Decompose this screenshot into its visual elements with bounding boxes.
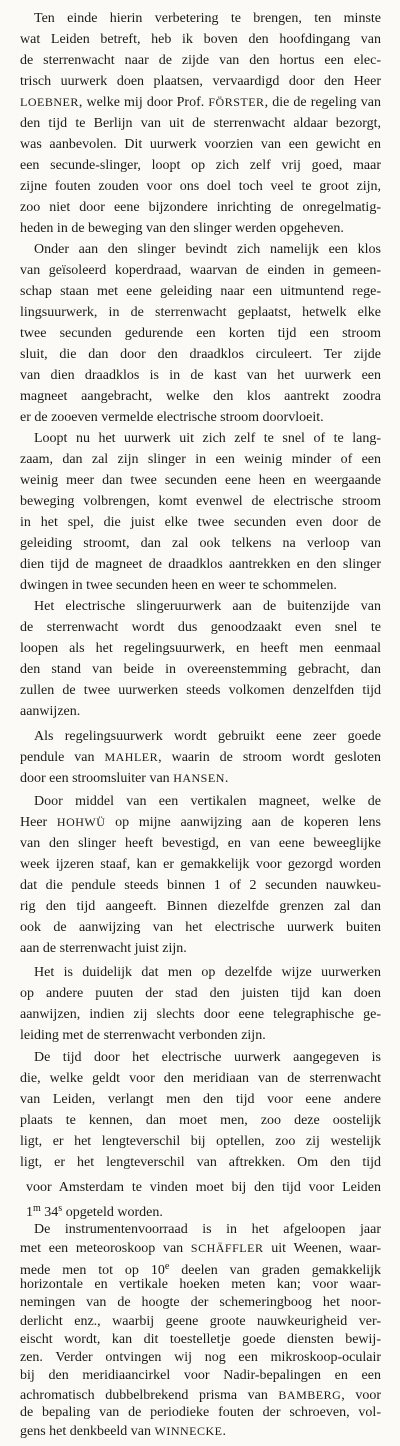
text-line: geleiding stroomt, dan zal ook telkens na verloop van xyxy=(20,536,381,551)
text-segment: met een meteoroskoop van xyxy=(20,1241,191,1257)
text-line: lingsuurwerk, in de sterrenwacht geplaatst, hetwelk elke xyxy=(20,305,381,320)
text-line: van Leiden, verlangt men den tijd voor eene andere xyxy=(20,1092,381,1107)
text-line: wat Leiden betreft, heb ik boven den hoofdingang van xyxy=(20,32,381,47)
name-loebner: LOEBNER xyxy=(20,95,79,109)
text-line: zaam, dan zal zijn slinger in een weinig minder of een xyxy=(20,452,381,467)
text-line xyxy=(20,768,381,789)
text-segment: op mijne aanwijzing aan de koperen lens xyxy=(105,815,381,830)
text-line: Het electrische slingeruurwerk aan de buitenzijde van xyxy=(34,599,381,614)
text-line: week ijzeren staaf, kan er gemakkelijk voor gezorgd worden xyxy=(20,857,381,872)
text-segment: 34 xyxy=(40,1205,59,1220)
text-line: den tijd te Berlijn van uit de sterrenwacht aldaar bezorgt, xyxy=(20,116,381,131)
name-hansen: HANSEN xyxy=(173,771,225,785)
text-line: De instrumentenvoorraad is in het afgeloopen jaar xyxy=(34,1222,381,1237)
text-line: zoo niet door eene bijzondere inrichting de onregelmatig- xyxy=(20,200,381,215)
text-line: zen. Verder ontvingen wij nog een mikroskoop-oculair xyxy=(20,1350,381,1366)
text-line: Loopt nu het uurwerk uit zich zelf te snel of te lang- xyxy=(34,431,381,446)
text-line: Onder aan den slinger bevindt zich namelijk een klos xyxy=(34,242,381,257)
text-line: in het spel, die juist elke twee secunden even door de xyxy=(20,515,381,530)
text-line: de bepaling van de periodieke fouten der schroeven, vol- xyxy=(20,1405,381,1420)
text-segment: opgeteld worden. xyxy=(62,1205,163,1220)
text-line xyxy=(20,1422,381,1440)
text-line: op andere puuten der stad den juisten tijd kan doen xyxy=(20,986,381,1001)
text-line: bij den meridiaancirkel voor Nadir-bepalingen en een xyxy=(20,1368,381,1384)
text-line: aan de sterrenwacht juist zijn. xyxy=(20,941,187,956)
text-line: weinig meer dan twee secunden eene heen en weergaande xyxy=(20,473,381,488)
text-line: aanwijzen. xyxy=(20,704,81,719)
text-line: dwingen in twee secunden heen en weer te schommelen. xyxy=(20,578,337,593)
text-line: magneet aangebracht, welke den klos aantrekt zoodra xyxy=(20,389,381,404)
text-line xyxy=(20,1239,381,1257)
text-line: ligt, er het lengteverschil bij optellen, zoo zij westelijk xyxy=(20,1134,381,1149)
text-line: een secunde-slinger, loopt op zich zelf vrij goed, maar xyxy=(20,158,381,173)
text-line: zullen de twee uurwerken steeds volkomen denzelfden tijd xyxy=(20,683,381,698)
seconds-superscript: s xyxy=(58,1203,63,1214)
text-line: eischt wordt, kan dit toestelletje goede diensten bewij- xyxy=(20,1331,381,1347)
name-hohwu: HOHWÜ xyxy=(56,815,106,829)
text-line: Als regelingsuurwerk wordt gebruikt eene zeer goede xyxy=(34,729,381,744)
text-line: dien tijd de magneet de draadklos aantrekken en den slinger xyxy=(20,557,381,572)
text-segment: . xyxy=(222,1424,226,1440)
text-segment: gens het denkbeeld van xyxy=(20,1424,155,1440)
name-bamberg: BAMBERG xyxy=(278,1387,342,1402)
text-line: heden in de beweging van den slinger werden opgeheven. xyxy=(20,221,344,236)
text-line: De tijd door het electrische uurwerk aangegeven is xyxy=(34,1050,381,1065)
text-segment: , die de regeling van xyxy=(264,95,381,110)
text-line: ligt, er het lengteverschil van aftrekken. Om den tijd xyxy=(20,1155,381,1170)
text-segment: . xyxy=(224,771,229,786)
text-segment: , waarin de stroom wordt gesloten xyxy=(158,750,381,765)
text-segment: uit Weenen, waar- xyxy=(263,1241,382,1257)
text-line xyxy=(20,812,381,833)
text-line: aanwijzen, indien zij slechts door eene telegraphische ge- xyxy=(20,1007,381,1022)
text-segment: door een stroomsluiter van xyxy=(20,771,174,786)
ordinal-superscript: e xyxy=(164,1260,170,1272)
minutes-superscript: m xyxy=(33,1203,41,1214)
text-line: twee secunden gedurende een korten tijd een stroom xyxy=(20,326,381,341)
text-line: loopen als het regelingsuurwerk, en heeft men eenmaal xyxy=(20,641,381,656)
text-line xyxy=(20,1386,381,1404)
text-line: schap staan met eene geleiding naar een uitmuntend rege- xyxy=(20,284,381,299)
text-line: er de zooeven vermelde electrische stroom doorvloeit. xyxy=(20,410,324,425)
text-line: van geïsoleerd koperdraad, waarvan de einden in gemeen- xyxy=(20,263,381,278)
name-winnecke: WINNECKE xyxy=(154,1424,223,1439)
text-segment: 1 xyxy=(26,1205,33,1220)
text-line xyxy=(20,92,381,113)
text-line: voor Amsterdam te vinden moet bij den tijd voor Leiden xyxy=(26,1180,381,1195)
text-line: rig den tijd aangeeft. Binnen diezelfde grenzen zal dan xyxy=(20,899,381,914)
name-mahler: MAHLER xyxy=(104,750,159,764)
text-segment: , welke mij door Prof. xyxy=(78,95,209,110)
text-segment: , voor xyxy=(341,1387,381,1403)
text-segment: mede men tot op 10 xyxy=(20,1262,165,1278)
text-line: den stand van beide in overeenstemming gebracht, dan xyxy=(20,662,381,677)
text-line: Ten einde hierin verbetering te brengen, ten minste xyxy=(34,11,381,26)
text-line: zijne fouten zouden voor ons doel toch veel te groot zijn, xyxy=(20,179,381,194)
text-segment: pendule van xyxy=(20,750,105,765)
text-line: de sterrenwacht naar de zijde van den hortus een elec- xyxy=(20,53,381,68)
text-line: sluit, die dan door den draadklos circuleert. Ter zijde xyxy=(20,347,381,362)
text-line: de sterrenwacht wordt dus genoodzaakt even snel te xyxy=(20,620,381,635)
text-line xyxy=(20,1258,381,1276)
text-line: Het is duidelijk dat men op dezelfde wijze uurwerken xyxy=(34,965,381,980)
text-line: die, welke geldt voor den meridiaan van de sterrenwacht xyxy=(20,1071,381,1086)
name-forster: FÖRSTER xyxy=(208,95,265,109)
text-line: dat die pendule steeds binnen 1 of 2 secunden nauwkeu- xyxy=(20,878,381,893)
text-line: ook de aanwijzing van het electrische uurwerk buiten xyxy=(20,920,381,935)
text-segment: achromatisch dubbelbrekend prisma van xyxy=(20,1387,279,1403)
text-line: leiding met de sterrenwacht verbonden zijn. xyxy=(20,1028,266,1043)
text-line: horizontale en vertikale hoeken meten kan; voor waar- xyxy=(20,1276,381,1292)
text-line: was aanbevolen. Dit uurwerk voorzien van een gewicht en xyxy=(20,137,381,152)
text-line: van dien draadklos is in de kast van het uurwerk een xyxy=(20,368,381,383)
text-line: plaats te kennen, dan moet men, zoo deze oostelijk xyxy=(20,1113,381,1128)
text-line: trisch uurwerk doen plaatsen, vervaardigd door den Heer xyxy=(20,74,381,89)
text-line: Door middel van een vertikalen magneet, welke de xyxy=(34,794,381,809)
text-line: beweging volbrengen, komt evenwel de electrische stroom xyxy=(20,494,381,509)
text-line xyxy=(26,1198,381,1219)
text-segment: deelen van graden gemakkelijk xyxy=(169,1262,381,1278)
text-line: van den slinger heeft bevestigd, en van eene beweeglijke xyxy=(20,836,381,851)
text-line: derlicht enz., waarbij geene groote nauwkeurigheid ver- xyxy=(20,1313,381,1329)
text-line xyxy=(20,747,381,768)
text-line: nemingen van de hoogte der schemeringboog het noor- xyxy=(20,1295,381,1311)
text-segment: Heer xyxy=(20,815,57,830)
name-schaffler: SCHÄFFLER xyxy=(190,1241,264,1256)
